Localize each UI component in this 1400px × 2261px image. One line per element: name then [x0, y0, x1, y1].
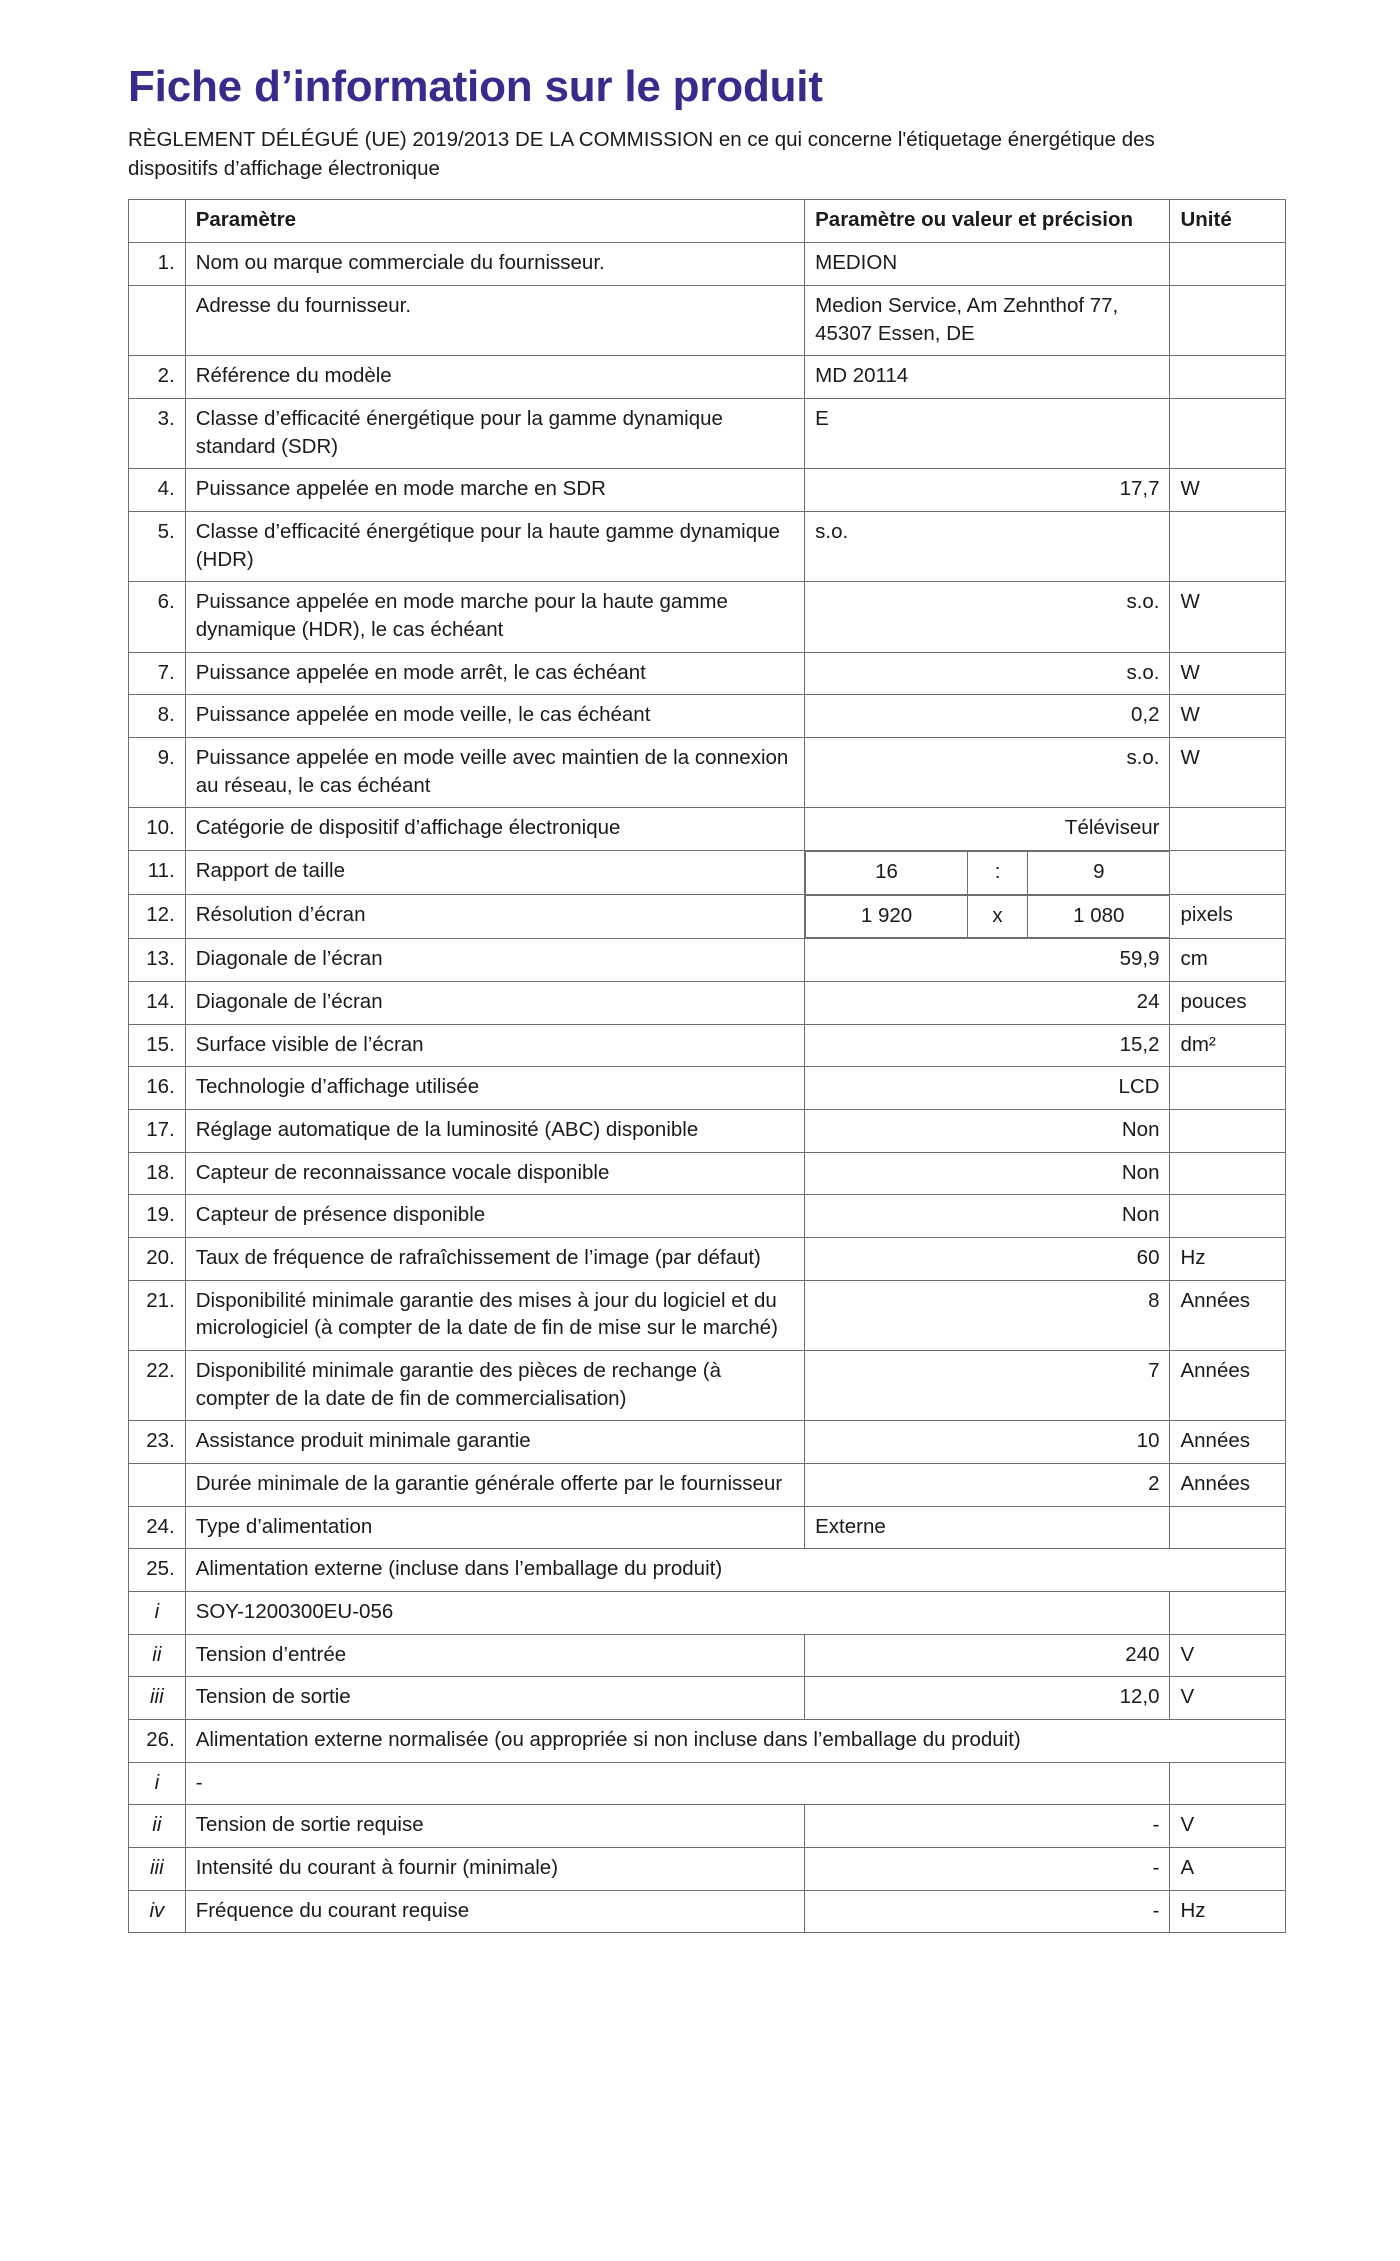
row-parameter: Puissance appelée en mode arrêt, le cas échéant — [185, 652, 804, 695]
row-number: 7. — [129, 652, 186, 695]
psu-standard-model-name: - — [185, 1762, 1170, 1805]
required-frequency-label: Fréquence du courant requise — [185, 1890, 804, 1933]
row-number: 16. — [129, 1067, 186, 1110]
psu-model-name: SOY-1200300EU-056 — [185, 1592, 1170, 1635]
table-row — [129, 1506, 1286, 1549]
table-row — [129, 737, 1286, 807]
row-parameter: Réglage automatique de la luminosité (ABC) disponible — [185, 1109, 804, 1152]
row-number: 22. — [129, 1350, 186, 1420]
resolution-width: 1 920 — [806, 895, 968, 938]
roman-numeral: ii — [129, 1634, 186, 1677]
table-row-psu-included-title — [129, 1549, 1286, 1592]
table-row — [129, 469, 1286, 512]
row-value-split — [805, 895, 1170, 939]
table-row — [129, 398, 1286, 468]
row-unit — [1170, 808, 1286, 851]
row-number: 1. — [129, 243, 186, 286]
row-number: 18. — [129, 1152, 186, 1195]
resolution-separator: x — [967, 895, 1027, 938]
table-row-psu-standard-item — [129, 1805, 1286, 1848]
table-row — [129, 1109, 1286, 1152]
roman-numeral: iii — [129, 1677, 186, 1720]
table-row-psu-standard-item — [129, 1890, 1286, 1933]
table-row — [129, 243, 1286, 286]
row-parameter: Taux de fréquence de rafraîchissement de l’image (par défaut) — [185, 1237, 804, 1280]
row-value: 2 — [805, 1463, 1170, 1506]
table-row-psu-included-item — [129, 1592, 1286, 1635]
row-value: 7 — [805, 1350, 1170, 1420]
row-value: s.o. — [805, 652, 1170, 695]
table-row — [129, 1195, 1286, 1238]
row-value: Non — [805, 1195, 1170, 1238]
row-parameter: Technologie d’affichage utilisée — [185, 1067, 804, 1110]
table-row — [129, 1463, 1286, 1506]
psu-output-voltage-label: Tension de sortie — [185, 1677, 804, 1720]
row-number: 11. — [129, 850, 186, 894]
row-parameter: Surface visible de l’écran — [185, 1024, 804, 1067]
row-number: 19. — [129, 1195, 186, 1238]
row-value: s.o. — [805, 737, 1170, 807]
row-value: 0,2 — [805, 695, 1170, 738]
table-row-psu-standard-item — [129, 1762, 1286, 1805]
aspect-ratio-height: 9 — [1028, 851, 1170, 894]
row-value: 59,9 — [805, 939, 1170, 982]
row-number: 25. — [129, 1549, 186, 1592]
row-unit — [1170, 1152, 1286, 1195]
row-parameter: Rapport de taille — [185, 850, 804, 894]
row-parameter: Puissance appelée en mode marche en SDR — [185, 469, 804, 512]
row-number: 17. — [129, 1109, 186, 1152]
page-title: Fiche d’information sur le produit — [128, 62, 823, 111]
row-parameter: Classe d’efficacité énergétique pour la haute gamme dynamique (HDR) — [185, 511, 804, 581]
row-parameter: Puissance appelée en mode marche pour la haute gamme dynamique (HDR), le cas échéant — [185, 582, 804, 652]
table-row-aspect-ratio — [129, 850, 1286, 894]
row-parameter: Catégorie de dispositif d’affichage électronique — [185, 808, 804, 851]
row-number — [129, 285, 186, 355]
row-value: Externe — [805, 1506, 1170, 1549]
table-row — [129, 1024, 1286, 1067]
row-unit: W — [1170, 737, 1286, 807]
row-value: Téléviseur — [805, 808, 1170, 851]
row-parameter: Disponibilité minimale garantie des pièces de rechange (à compter de la date de fin de commercialisation) — [185, 1350, 804, 1420]
row-parameter: Référence du modèle — [185, 356, 804, 399]
row-parameter: Disponibilité minimale garantie des mises à jour du logiciel et du micrologiciel (à compter de la date de fin de mise sur le marché) — [185, 1280, 804, 1350]
row-number: 21. — [129, 1280, 186, 1350]
row-value: 60 — [805, 1237, 1170, 1280]
table-header-row — [129, 200, 1286, 243]
header-unit: Unité — [1170, 200, 1286, 243]
table-row — [129, 981, 1286, 1024]
row-unit — [1170, 1762, 1286, 1805]
row-parameter: Résolution d’écran — [185, 895, 804, 939]
row-parameter: Type d’alimentation — [185, 1506, 804, 1549]
row-unit: Années — [1170, 1421, 1286, 1464]
specification-table-body — [129, 200, 1286, 1933]
aspect-ratio-width: 16 — [806, 851, 968, 894]
table-row — [129, 285, 1286, 355]
row-number: 4. — [129, 469, 186, 512]
table-row — [129, 1067, 1286, 1110]
table-row — [129, 582, 1286, 652]
row-value: Medion Service, Am Zehnthof 77, 45307 Essen, DE — [805, 285, 1170, 355]
row-unit: W — [1170, 469, 1286, 512]
row-unit — [1170, 398, 1286, 468]
row-number — [129, 1463, 186, 1506]
row-unit — [1170, 1109, 1286, 1152]
row-unit: Hz — [1170, 1890, 1286, 1933]
table-row — [129, 356, 1286, 399]
psu-included-title: Alimentation externe (incluse dans l’emballage du produit) — [185, 1549, 1285, 1592]
row-number: 14. — [129, 981, 186, 1024]
table-row — [129, 939, 1286, 982]
row-value: E — [805, 398, 1170, 468]
row-value: MD 20114 — [805, 356, 1170, 399]
row-parameter: Puissance appelée en mode veille avec maintien de la connexion au réseau, le cas échéant — [185, 737, 804, 807]
required-current-value: - — [805, 1848, 1170, 1891]
psu-input-voltage-label: Tension d’entrée — [185, 1634, 804, 1677]
row-number: 13. — [129, 939, 186, 982]
row-value: 24 — [805, 981, 1170, 1024]
table-row-psu-included-item — [129, 1634, 1286, 1677]
row-unit — [1170, 1067, 1286, 1110]
row-parameter: Capteur de présence disponible — [185, 1195, 804, 1238]
header-num — [129, 200, 186, 243]
row-number: 10. — [129, 808, 186, 851]
row-parameter: Nom ou marque commerciale du fournisseur. — [185, 243, 804, 286]
roman-numeral: ii — [129, 1805, 186, 1848]
row-unit: Années — [1170, 1463, 1286, 1506]
row-value: Non — [805, 1109, 1170, 1152]
row-parameter: Diagonale de l’écran — [185, 939, 804, 982]
table-row — [129, 652, 1286, 695]
row-unit: W — [1170, 582, 1286, 652]
required-frequency-value: - — [805, 1890, 1170, 1933]
row-unit: cm — [1170, 939, 1286, 982]
row-value: 10 — [805, 1421, 1170, 1464]
row-number: 8. — [129, 695, 186, 738]
regulation-subtitle: RÈGLEMENT DÉLÉGUÉ (UE) 2019/2013 DE LA COMMISSION en ce qui concerne l'étiquetage énergétique des dispositifs d’affichage électronique — [128, 128, 1155, 181]
aspect-ratio-separator: : — [967, 851, 1027, 894]
row-value: Non — [805, 1152, 1170, 1195]
row-unit — [1170, 1195, 1286, 1238]
row-parameter: Capteur de reconnaissance vocale disponible — [185, 1152, 804, 1195]
row-parameter: Adresse du fournisseur. — [185, 285, 804, 355]
header-parameter: Paramètre — [185, 200, 804, 243]
row-unit: V — [1170, 1634, 1286, 1677]
resolution-height: 1 080 — [1028, 895, 1170, 938]
row-value: LCD — [805, 1067, 1170, 1110]
required-output-voltage-label: Tension de sortie requise — [185, 1805, 804, 1848]
row-unit: W — [1170, 695, 1286, 738]
table-row-resolution — [129, 895, 1286, 939]
table-row — [129, 1237, 1286, 1280]
table-row-psu-included-item — [129, 1677, 1286, 1720]
row-number: 23. — [129, 1421, 186, 1464]
table-row-psu-standard-title — [129, 1720, 1286, 1763]
table-row — [129, 695, 1286, 738]
required-output-voltage-value: - — [805, 1805, 1170, 1848]
required-current-label: Intensité du courant à fournir (minimale) — [185, 1848, 804, 1891]
row-unit — [1170, 1506, 1286, 1549]
table-row — [129, 511, 1286, 581]
row-unit: pixels — [1170, 895, 1286, 939]
psu-input-voltage-value: 240 — [805, 1634, 1170, 1677]
row-number: 6. — [129, 582, 186, 652]
row-number: 12. — [129, 895, 186, 939]
row-number: 15. — [129, 1024, 186, 1067]
row-unit — [1170, 511, 1286, 581]
header-value: Paramètre ou valeur et précision — [805, 200, 1170, 243]
row-unit: Années — [1170, 1280, 1286, 1350]
table-row — [129, 808, 1286, 851]
row-parameter: Durée minimale de la garantie générale offerte par le fournisseur — [185, 1463, 804, 1506]
row-unit: A — [1170, 1848, 1286, 1891]
specification-table — [128, 199, 1286, 1933]
row-number: 26. — [129, 1720, 186, 1763]
roman-numeral: i — [129, 1762, 186, 1805]
psu-standard-title: Alimentation externe normalisée (ou appropriée si non incluse dans l’emballage du produit) — [185, 1720, 1285, 1763]
row-unit: V — [1170, 1805, 1286, 1848]
row-unit — [1170, 356, 1286, 399]
row-unit — [1170, 850, 1286, 894]
table-row — [129, 1421, 1286, 1464]
roman-numeral: i — [129, 1592, 186, 1635]
roman-numeral: iii — [129, 1848, 186, 1891]
row-value: 17,7 — [805, 469, 1170, 512]
row-parameter: Classe d’efficacité énergétique pour la gamme dynamique standard (SDR) — [185, 398, 804, 468]
row-number: 3. — [129, 398, 186, 468]
roman-numeral: iv — [129, 1890, 186, 1933]
row-unit: V — [1170, 1677, 1286, 1720]
row-unit — [1170, 243, 1286, 286]
row-value: s.o. — [805, 511, 1170, 581]
row-value-split — [805, 850, 1170, 894]
row-unit — [1170, 285, 1286, 355]
table-row — [129, 1350, 1286, 1420]
row-unit: Années — [1170, 1350, 1286, 1420]
row-value: 8 — [805, 1280, 1170, 1350]
row-parameter: Diagonale de l’écran — [185, 981, 804, 1024]
psu-output-voltage-value: 12,0 — [805, 1677, 1170, 1720]
table-row — [129, 1152, 1286, 1195]
row-number: 2. — [129, 356, 186, 399]
row-unit: dm² — [1170, 1024, 1286, 1067]
row-number: 5. — [129, 511, 186, 581]
row-value: s.o. — [805, 582, 1170, 652]
row-number: 24. — [129, 1506, 186, 1549]
row-unit: W — [1170, 652, 1286, 695]
row-unit — [1170, 1592, 1286, 1635]
row-unit: Hz — [1170, 1237, 1286, 1280]
row-parameter: Assistance produit minimale garantie — [185, 1421, 804, 1464]
row-unit: pouces — [1170, 981, 1286, 1024]
row-number: 20. — [129, 1237, 186, 1280]
table-row — [129, 1280, 1286, 1350]
row-value: 15,2 — [805, 1024, 1170, 1067]
table-row-psu-standard-item — [129, 1848, 1286, 1891]
row-number: 9. — [129, 737, 186, 807]
row-value: MEDION — [805, 243, 1170, 286]
row-parameter: Puissance appelée en mode veille, le cas échéant — [185, 695, 804, 738]
